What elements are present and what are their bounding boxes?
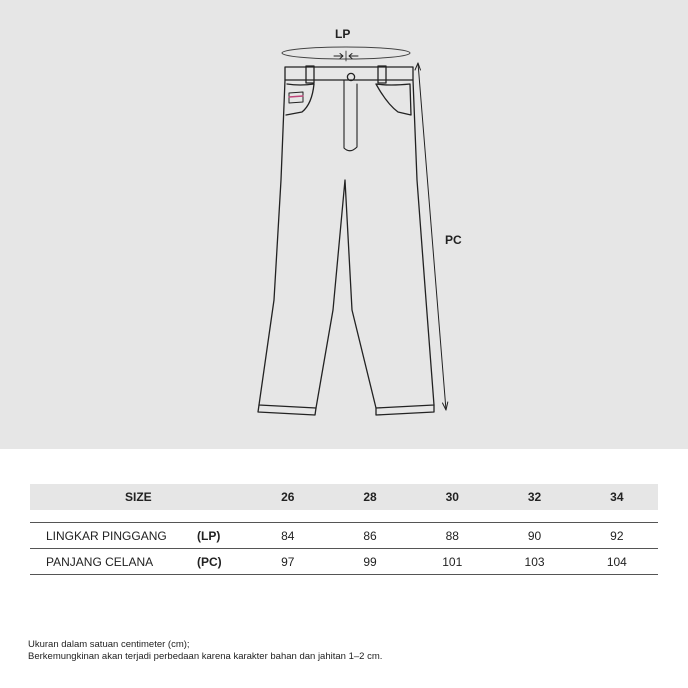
lp-arrow-left — [334, 54, 343, 59]
header-size-label: SIZE — [30, 484, 247, 510]
table-row — [30, 549, 658, 575]
pc-arrow-head-top — [415, 63, 421, 70]
row-value: 101 — [411, 549, 493, 575]
row-abbr: (LP) — [197, 523, 247, 549]
row-value: 88 — [411, 523, 493, 549]
table-spacer — [30, 510, 658, 523]
row-value: 97 — [247, 549, 329, 575]
row-name: LINGKAR PINGGANG — [30, 523, 197, 549]
table-row — [30, 523, 658, 549]
header-size: 30 — [411, 484, 493, 510]
size-chart-table — [30, 484, 658, 575]
row-value: 99 — [329, 549, 411, 575]
note-line: Berkemungkinan akan terjadi perbedaan karena karakter bahan dan jahitan 1–2 cm. — [28, 651, 383, 662]
note-line: Ukuran dalam satuan centimeter (cm); — [28, 639, 190, 650]
pc-arrow-line — [418, 63, 446, 410]
lp-arrow-right — [349, 54, 358, 59]
size-notes — [28, 639, 382, 663]
pc-label: PC — [445, 233, 462, 247]
header-size: 32 — [493, 484, 575, 510]
header-size: 28 — [329, 484, 411, 510]
row-value: 84 — [247, 523, 329, 549]
row-value: 104 — [576, 549, 658, 575]
row-value: 90 — [493, 523, 575, 549]
header-size: 34 — [576, 484, 658, 510]
row-value: 103 — [493, 549, 575, 575]
pants-outline — [259, 80, 434, 408]
row-value: 92 — [576, 523, 658, 549]
header-size: 26 — [247, 484, 329, 510]
row-abbr: (PC) — [197, 549, 247, 575]
pocket-left — [286, 84, 314, 115]
pocket-right — [376, 84, 411, 115]
row-value: 86 — [329, 523, 411, 549]
row-name: PANJANG CELANA — [30, 549, 197, 575]
table-header-row — [30, 484, 658, 510]
fly — [344, 80, 357, 151]
lp-label: LP — [335, 27, 351, 41]
